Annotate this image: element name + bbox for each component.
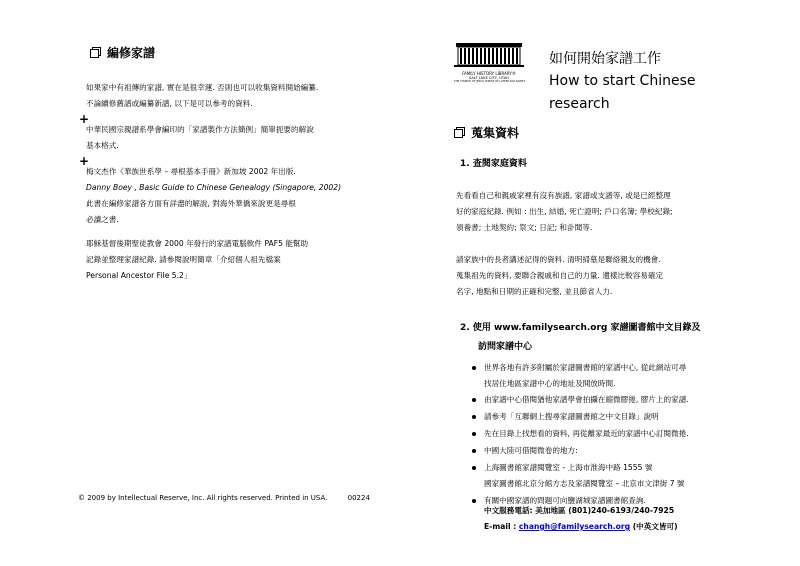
copyright-text: © 2009 by Intellectual Reserve, Inc. All rights reserved. Printed in USA. — [78, 494, 328, 502]
list-item-continuation: 找居住地區家譜中心的地址及開放時間. — [484, 379, 616, 388]
list-item — [472, 460, 792, 476]
bullet-icon — [472, 499, 476, 503]
intro-line-1: 如果家中有祖傳的家譜, 實在是很幸運. 否則也可以收集資料開始編纂. — [86, 83, 319, 92]
ref3-line-1: 耶穌基督後期聖徒教會 2000 年發行的家譜電腦軟件 PAF5 能幫助 — [86, 239, 309, 248]
list-item — [472, 426, 792, 443]
p1-line-3: 領養書; 土地契約; 祭文; 日記; 和訃聞等. — [456, 223, 593, 232]
email-label: E-mail : — [484, 522, 517, 531]
list-item — [472, 392, 792, 409]
list-item — [472, 360, 792, 376]
bullet-text: 先在目錄上找想看的資料, 再從離家最近的家譜中心訂閱微捲. — [484, 429, 689, 438]
ref2-line-4: 必讀之書. — [86, 215, 119, 224]
heading-familysearch-line-2: 訪問家譜中心 — [478, 342, 533, 352]
list-item — [472, 409, 792, 426]
p2-line-2: 蒐集祖先的資料, 要聯合親戚和自己的力量. 遺樣比較容易確定 — [456, 271, 664, 280]
bullet-text: 上海圖書館家譜閱覽室 - 上海市淮海中路 1555 號 — [484, 463, 653, 472]
logo-line-3: THE CHURCH OF JESUS CHRIST OF LATTER-DAY SAINTS — [454, 80, 526, 83]
document-code: 00224 — [347, 494, 370, 502]
p2-line-3: 名字, 地點和日期的正確和完整, 並且節省人力. — [456, 287, 613, 296]
checkbox-square-icon — [454, 129, 463, 138]
section-title-edit-genealogy: 編修家譜 — [107, 46, 156, 60]
email-suffix: (中英文皆可) — [632, 522, 678, 531]
bullet-icon — [472, 449, 476, 453]
heading-family-records: 1. 查閱家庭資料 — [460, 159, 527, 169]
bullet-icon — [472, 398, 476, 402]
ref2-line-3: 此書在編修家譜各方面有詳盡的解說, 對海外華僑來說更是尋根 — [86, 199, 296, 208]
list-item — [472, 443, 792, 460]
heading-familysearch-line-1: 2. 使用 www.familysearch.org 家譜圖書館中文目錄及 — [460, 323, 701, 333]
library-building-icon — [454, 39, 524, 67]
bullet-text: 有關中國家譜的問題可向鹽湖城家譜圖書館查詢. — [484, 496, 646, 505]
ref1-line-2: 基本格式. — [86, 141, 119, 150]
plus-icon: + — [79, 112, 90, 126]
email-contact — [484, 519, 678, 535]
ref1-line-1: 中華民國宗親譜系學會編印的「家譜製作方法簡例」簡單扼要的解說 — [86, 125, 314, 134]
page-title-english-1: How to start Chinese — [549, 73, 696, 89]
ref2-line-1: 梅文杰作《華族世系學 – 尋根基本手冊》新加坡 2002 年出版. — [86, 167, 296, 176]
p1-line-2: 好的家庭紀錄. 例如 : 出生, 結婚, 死亡證明; 戶口名簿; 學校紀錄; — [456, 207, 673, 216]
copyright-footer — [78, 494, 370, 502]
bullet-text: 世界各地有許多附屬於家譜圖書館的家譜中心, 從此網站可尋 — [484, 363, 687, 372]
page-title-chinese: 如何開始家譜工作 — [549, 51, 661, 67]
section-title-collect-data: 蒐集資料 — [471, 126, 520, 140]
family-history-library-logo — [454, 39, 524, 81]
page-title-english-2: research — [549, 96, 610, 112]
right-section-heading — [454, 124, 519, 141]
list-item-continuation: 國家圖書館北京分館方志及家譜閱覽室 – 北京市文津街 7 號 — [484, 479, 685, 488]
logo-line-2: SALT LAKE CITY, UTAH — [469, 76, 509, 80]
bullet-icon — [472, 466, 476, 470]
bullet-text: 請參考「互聯網上搜尋家譜圖書館之中文目錄」說明 — [484, 412, 659, 421]
left-section-heading — [90, 44, 155, 61]
p1-line-1: 先看看自己和親戚家裡有沒有族譜, 家譜或支譜等, 或是已經整理 — [456, 191, 671, 200]
phone-contact: 中文服務電話: 美加地區 (801)240-6193/240-7925 — [484, 506, 675, 515]
ref2-line-2: Danny Boey , Basic Guide to Chinese Genealogy (Singapore, 2002) — [86, 183, 342, 192]
p2-line-1: 請家族中的長者講述記得的資料. 清明掃墓是聯絡親友的機會. — [456, 255, 661, 264]
intro-line-2: 不論續修舊譜或編纂新譜, 以下是可以參考的資料. — [86, 99, 253, 108]
checkbox-square-icon — [90, 49, 99, 58]
email-link[interactable]: changh@familysearch.org — [518, 522, 631, 531]
ref3-line-2: 記錄並整理家譜紀錄. 請參閱說明簡章「介紹個人祖先檔案 — [86, 255, 281, 264]
bullet-icon — [472, 366, 476, 370]
plus-icon: + — [79, 154, 90, 168]
bullet-text: 中國大陸可借閱微卷的地方: — [484, 446, 578, 455]
bullet-text: 由家譜中心借閱猶他家譜學會拍攝在縮微膠捲, 膠片上的家譜. — [484, 395, 689, 404]
ref3-line-3: Personal Ancestor File 5.2」 — [86, 271, 192, 280]
bullet-icon — [472, 415, 476, 419]
bullet-list — [472, 360, 792, 510]
logo-line-1: FAMILY HISTORY LIBRARY® — [462, 71, 516, 76]
bullet-icon — [472, 432, 476, 436]
